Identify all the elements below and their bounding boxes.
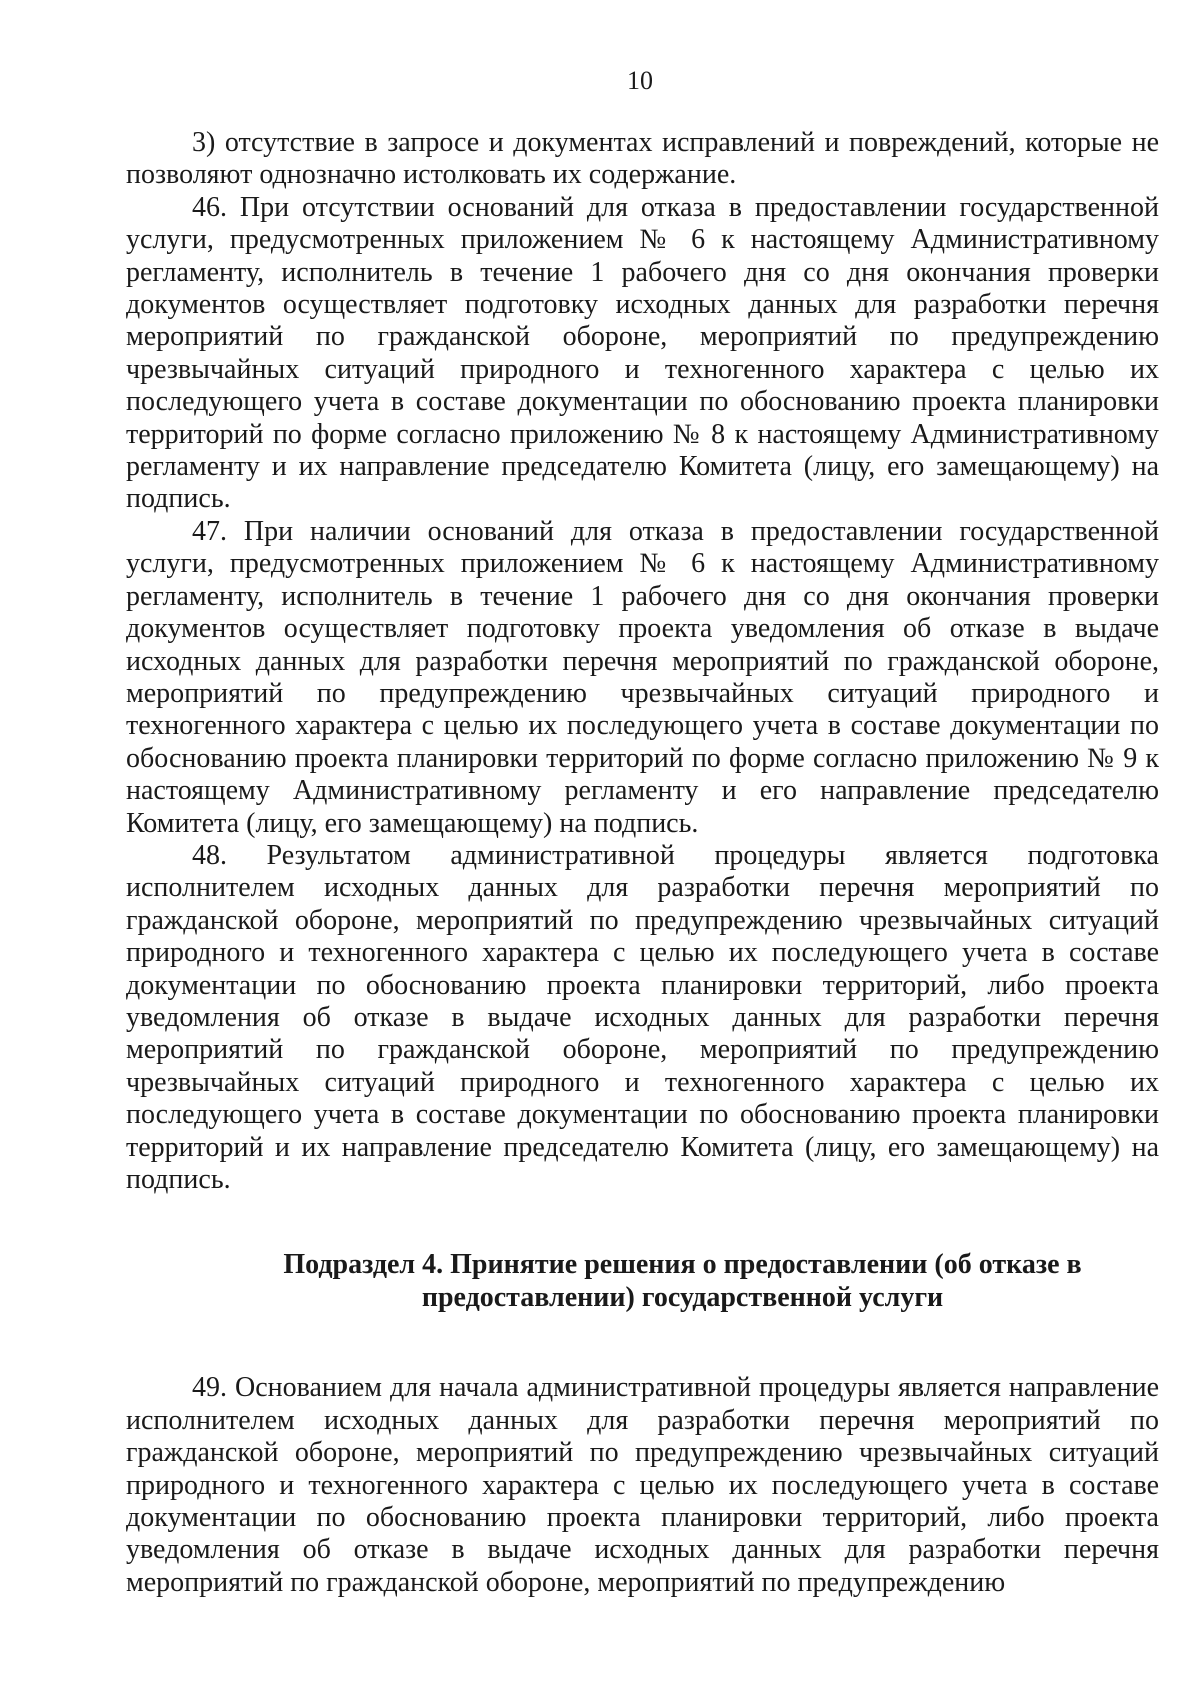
paragraph-item-3: 3) отсутствие в запросе и документах исправлений и повреждений, которые не позволяют однозначно истолковать их содержание. <box>126 127 1159 191</box>
paragraph-47: 47. При наличии оснований для отказа в предоставлении государственной услуги, предусмотренных приложением № 6 к настоящему Административному регламенту, исполнитель в течение 1 рабочего дня со дня окончания проверки документов осуществляет подготовку проекта уведомления об отказе в выдаче исходных данных для разработки перечня мероприятий по гражданской обороне, мероприятий по предупреждению чрезвычайных ситуаций природного и техногенного характера с целью их последующего учета в составе документации по обоснованию проекта планировки территорий по форме согласно приложению № 9 к настоящему Административному регламенту и его направление председателю Комитета (лицу, его замещающему) на подпись. <box>126 515 1159 839</box>
paragraph-46: 46. При отсутствии оснований для отказа в предоставлении государственной услуги, предусмотренных приложением № 6 к настоящему Административному регламенту, исполнитель в течение 1 рабочего дня со дня окончания проверки документов осуществляет подготовку исходных данных для разработки перечня мероприятий по гражданской обороне, мероприятий по предупреждению чрезвычайных ситуаций природного и техногенного характера с целью их последующего учета в составе документации по обоснованию проекта планировки территорий по форме согласно приложению № 8 к настоящему Административному регламенту и их направление председателю Комитета (лицу, его замещающему) на подпись. <box>126 191 1159 515</box>
subsection-title-line-1: Подраздел 4. Принятие решения о предоставлении (об отказе в <box>283 1249 1082 1281</box>
document-body <box>126 127 1159 1599</box>
paragraph-48: 48. Результатом административной процедуры является подготовка исполнителем исходных данных для разработки перечня мероприятий по гражданской обороне, мероприятий по предупреждению чрезвычайных ситуаций природного и техногенного характера с целью их последующего учета в составе документации по обоснованию проекта планировки территорий, либо проекта уведомления об отказе в выдаче исходных данных для разработки перечня мероприятий по гражданской обороне, мероприятий по предупреждению чрезвычайных ситуаций природного и техногенного характера с целью их последующего учета в составе документации по обоснованию проекта планировки территорий и их направление председателю Комитета (лицу, его замещающему) на подпись. <box>126 839 1159 1195</box>
subsection-title-line-2: предоставлении) государственной услуги <box>421 1282 944 1314</box>
paragraph-49: 49. Основанием для начала административной процедуры является направление исполнителем исходных данных для разработки перечня мероприятий по гражданской обороне, мероприятий по предупреждению чрезвычайных ситуаций природного и техногенного характера с целью их последующего учета в составе документации по обоснованию проекта планировки территорий, либо проекта уведомления об отказе в выдаче исходных данных для разработки перечня мероприятий по гражданской обороне, мероприятий по предупреждению <box>126 1372 1159 1598</box>
page-number: 10 <box>627 66 653 95</box>
subsection-title <box>126 1248 1159 1314</box>
